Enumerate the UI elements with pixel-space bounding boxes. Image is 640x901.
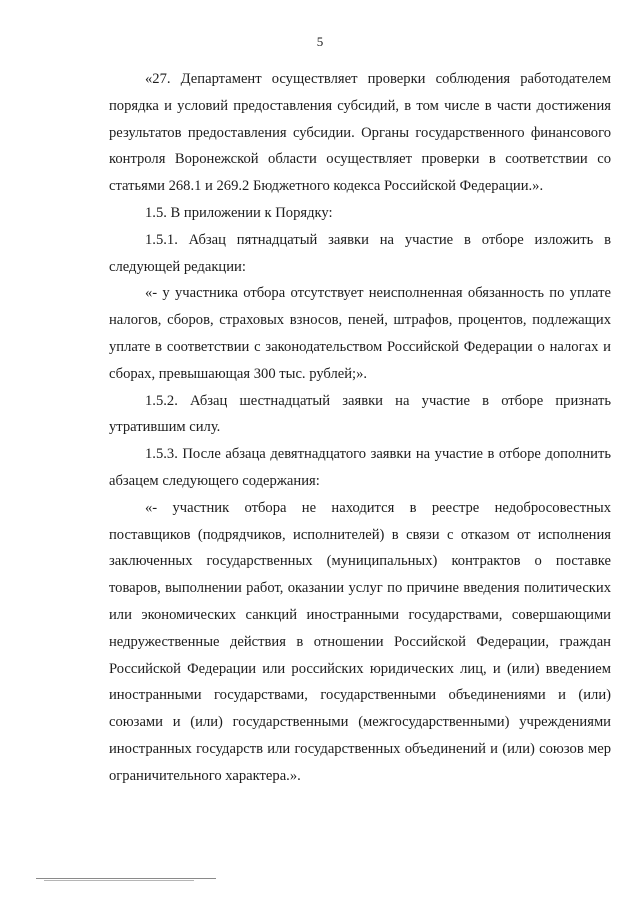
paragraph-1-5-3-text: «- участник отбора не находится в реестре недобросовестных поставщиков (подрядчиков, исполнителей) в связи с отказом от исполнения заключенных государственных (муниципальных) контрактов о поставке товаров, выполнении работ, оказании услуг по причине введения политических или экономических санкций иностранными государствами, совершающими недружественные действия в отношении Российской Федерации, граждан Российской Федерации или российских юридических лиц, и (или) введением иностранными государствами, государственными объединениями и (или) союзами и (или) государственными (межгосударственными) учреждениями иностранных государств или государственных объединений и (или) союзов мер ограничительного характера.».	[109, 499, 611, 784]
paragraph-1-5-3: 1.5.3. После абзаца девятнадцатого заявки на участие в отборе дополнить абзацем следующего содержания:	[109, 446, 611, 489]
paragraph-27: «27. Департамент осуществляет проверки соблюдения работодателем порядка и условий предоставления субсидий, в том числе в части достижения результатов предоставления субсидии. Органы государственного финансового контроля Воронежской области осуществляет проверки в соответствии со статьями 268.1 и 269.2 Бюджетного кодекса Российской Федерации.».	[109, 71, 611, 195]
scan-artifact-line	[44, 880, 194, 881]
scan-artifact-line	[36, 878, 216, 879]
document-body	[109, 66, 611, 790]
page-number: 5	[316, 34, 324, 49]
paragraph-1-5: 1.5. В приложении к Порядку:	[145, 204, 333, 221]
paragraph-1-5-2: 1.5.2. Абзац шестнадцатый заявки на участие в отборе признать утратившим силу.	[109, 392, 611, 436]
paragraph-1-5-1: 1.5.1. Абзац пятнадцатый заявки на участие в отборе изложить в следующей редакции:	[109, 231, 611, 275]
paragraph-1-5-1-text: «- у участника отбора отсутствует неисполненная обязанность по уплате налогов, сборов, страховых взносов, пеней, штрафов, процентов, подлежащих уплате в соответствии с законодательством Российской Федерации о налогах и сборах, превышающая 300 тыс. рублей;».	[109, 285, 611, 382]
